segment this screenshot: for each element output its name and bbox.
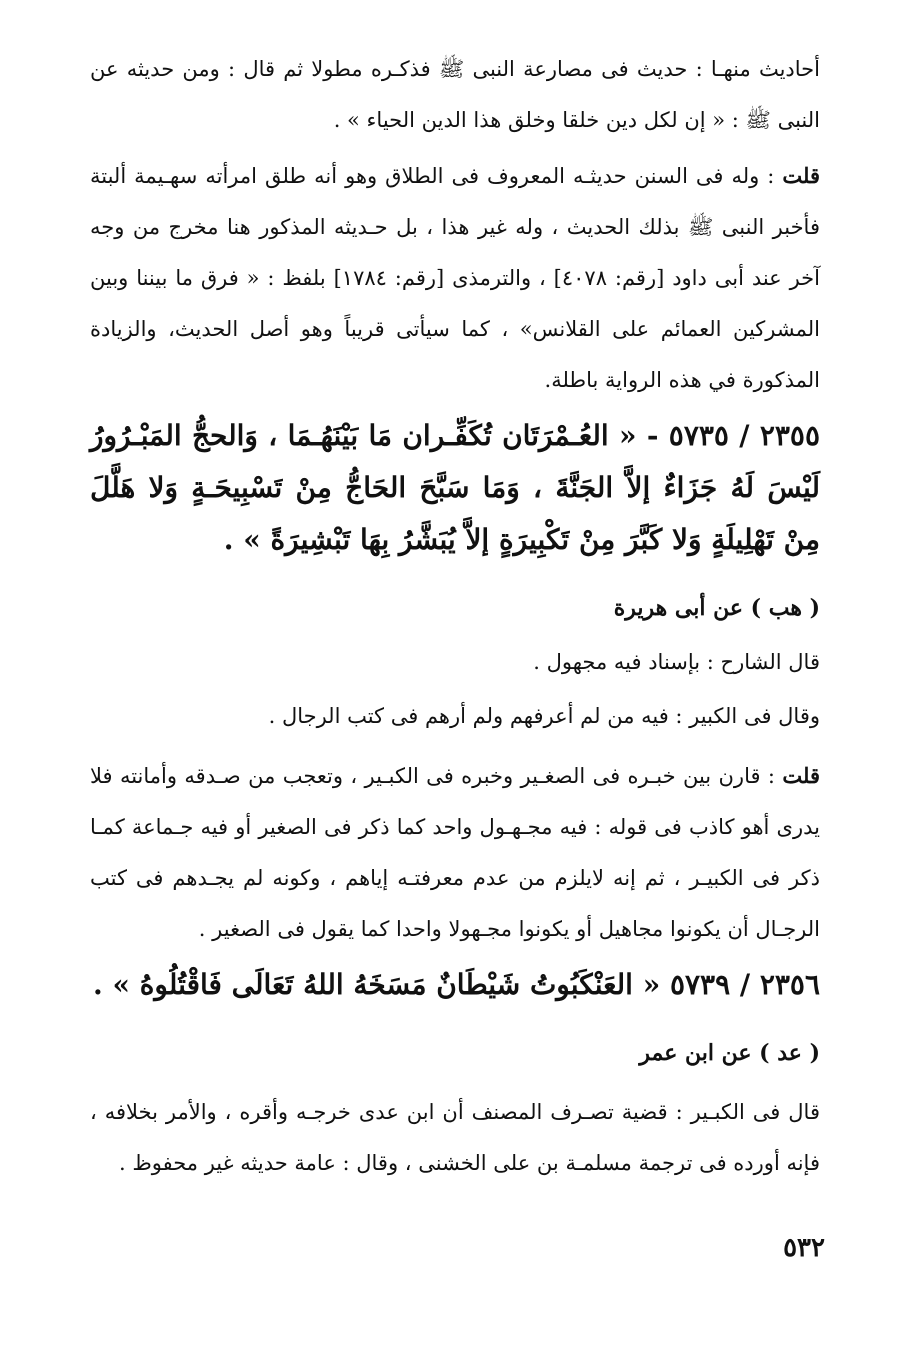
page-body bbox=[90, 44, 820, 1193]
qult-label: قلت bbox=[782, 763, 820, 788]
commentary-sharih: قال الشارح : بإسناد فيه مجهول . bbox=[533, 650, 820, 674]
qult-text: : قارن بين خبـره فى الصغـير وخبره فى الكبـير ، وتعجب من صـدقه وأمانته فلا يدرى أهو كاذب فى قوله : فيه مجـهـول واحد كما ذكر فى الصغير أو فيه جـماعة كمـا ذكر فى الكبيـر ، ثم إنه لايلزم من عدم معرفتـه إياهم ، وكونه لم يجـدهم فى كتب الرجـال أن يكونوا مجاهيل أو يكونوا مجـهولا واحدا كما يقول فى الصغير . bbox=[90, 764, 820, 941]
hadith-source-2355: ( هب ) عن أبى هريرة bbox=[613, 595, 820, 621]
qult-text: : وله فى السنن حديثـه المعروف فى الطلاق وهو أنه طلق امرأته سهـيمة ألبتة فأخبر النبى ﷺ بذلك الحديث ، وله غير هذا ، بل حـديثه المذكور هنا مخرج من وجه آخر عند أبى داود [رقم: ٤٠٧٨] ، والترمذى [رقم: ١٧٨٤] بلفظ : « فرق ما بيننا وبين المشركين العمائم على القلانس» ، كما سيأتى قريباً وهو أصل الحديث، والزيادة المذكورة في هذه الرواية باطلة. bbox=[90, 164, 820, 392]
paragraph-intro: أحاديث منهـا : حديث فى مصارعة النبى ﷺ فذكـره مطولا ثم قال : ومن حديثه عن النبى ﷺ : « إن لكل دين خلقا وخلق هذا الدين الحياء » . bbox=[90, 57, 820, 132]
qult-label: قلت bbox=[782, 163, 820, 188]
paragraph-qult-2 bbox=[90, 750, 820, 955]
commentary-kabir: وقال فى الكبير : فيه من لم أعرفهم ولم أرهم فى كتب الرجال . bbox=[268, 704, 820, 728]
hadith-2356: ٢٣٥٦ / ٥٧٣٩ « العَنْكَبُوتُ شَيْطَانٌ مَسَخَهُ اللهُ تَعَالَى فَاقْتُلُوهُ » . bbox=[92, 968, 820, 1001]
paragraph-kabir-note: قال فى الكبـير : قضية تصـرف المصنف أن ابن عدى خرجـه وأقره ، والأمر بخلافه ، فإنه أورده فى ترجمة مسلمـة بن على الخشنى ، وقال : عامة حديثه غير محفوظ . bbox=[90, 1100, 820, 1175]
hadith-source-2356: ( عد ) عن ابن عمر bbox=[639, 1040, 820, 1066]
paragraph-qult-1 bbox=[90, 150, 820, 406]
page-number: ٥٣٢ bbox=[783, 1233, 825, 1263]
hadith-2355: ٢٣٥٥ / ٥٧٣٥ - « العُـمْرَتَان تُكَفِّـران مَا بَيْنَهُـمَا ، وَالحجُّ المَبْـرُورُ لَيْسَ لَهُ جَزَاءٌ إلاَّ الجَنَّةَ ، وَمَا سَبَّحَ الحَاجُّ مِنْ تَسْبِيحَـةٍ وَلا هَلَّلَ مِنْ تَهْلِيلَةٍ وَلا كَبَّرَ مِنْ تَكْبِيرَةٍ إلاَّ يُبَشَّرُ بِهَا تَبْشِيرَةً » . bbox=[90, 419, 820, 556]
